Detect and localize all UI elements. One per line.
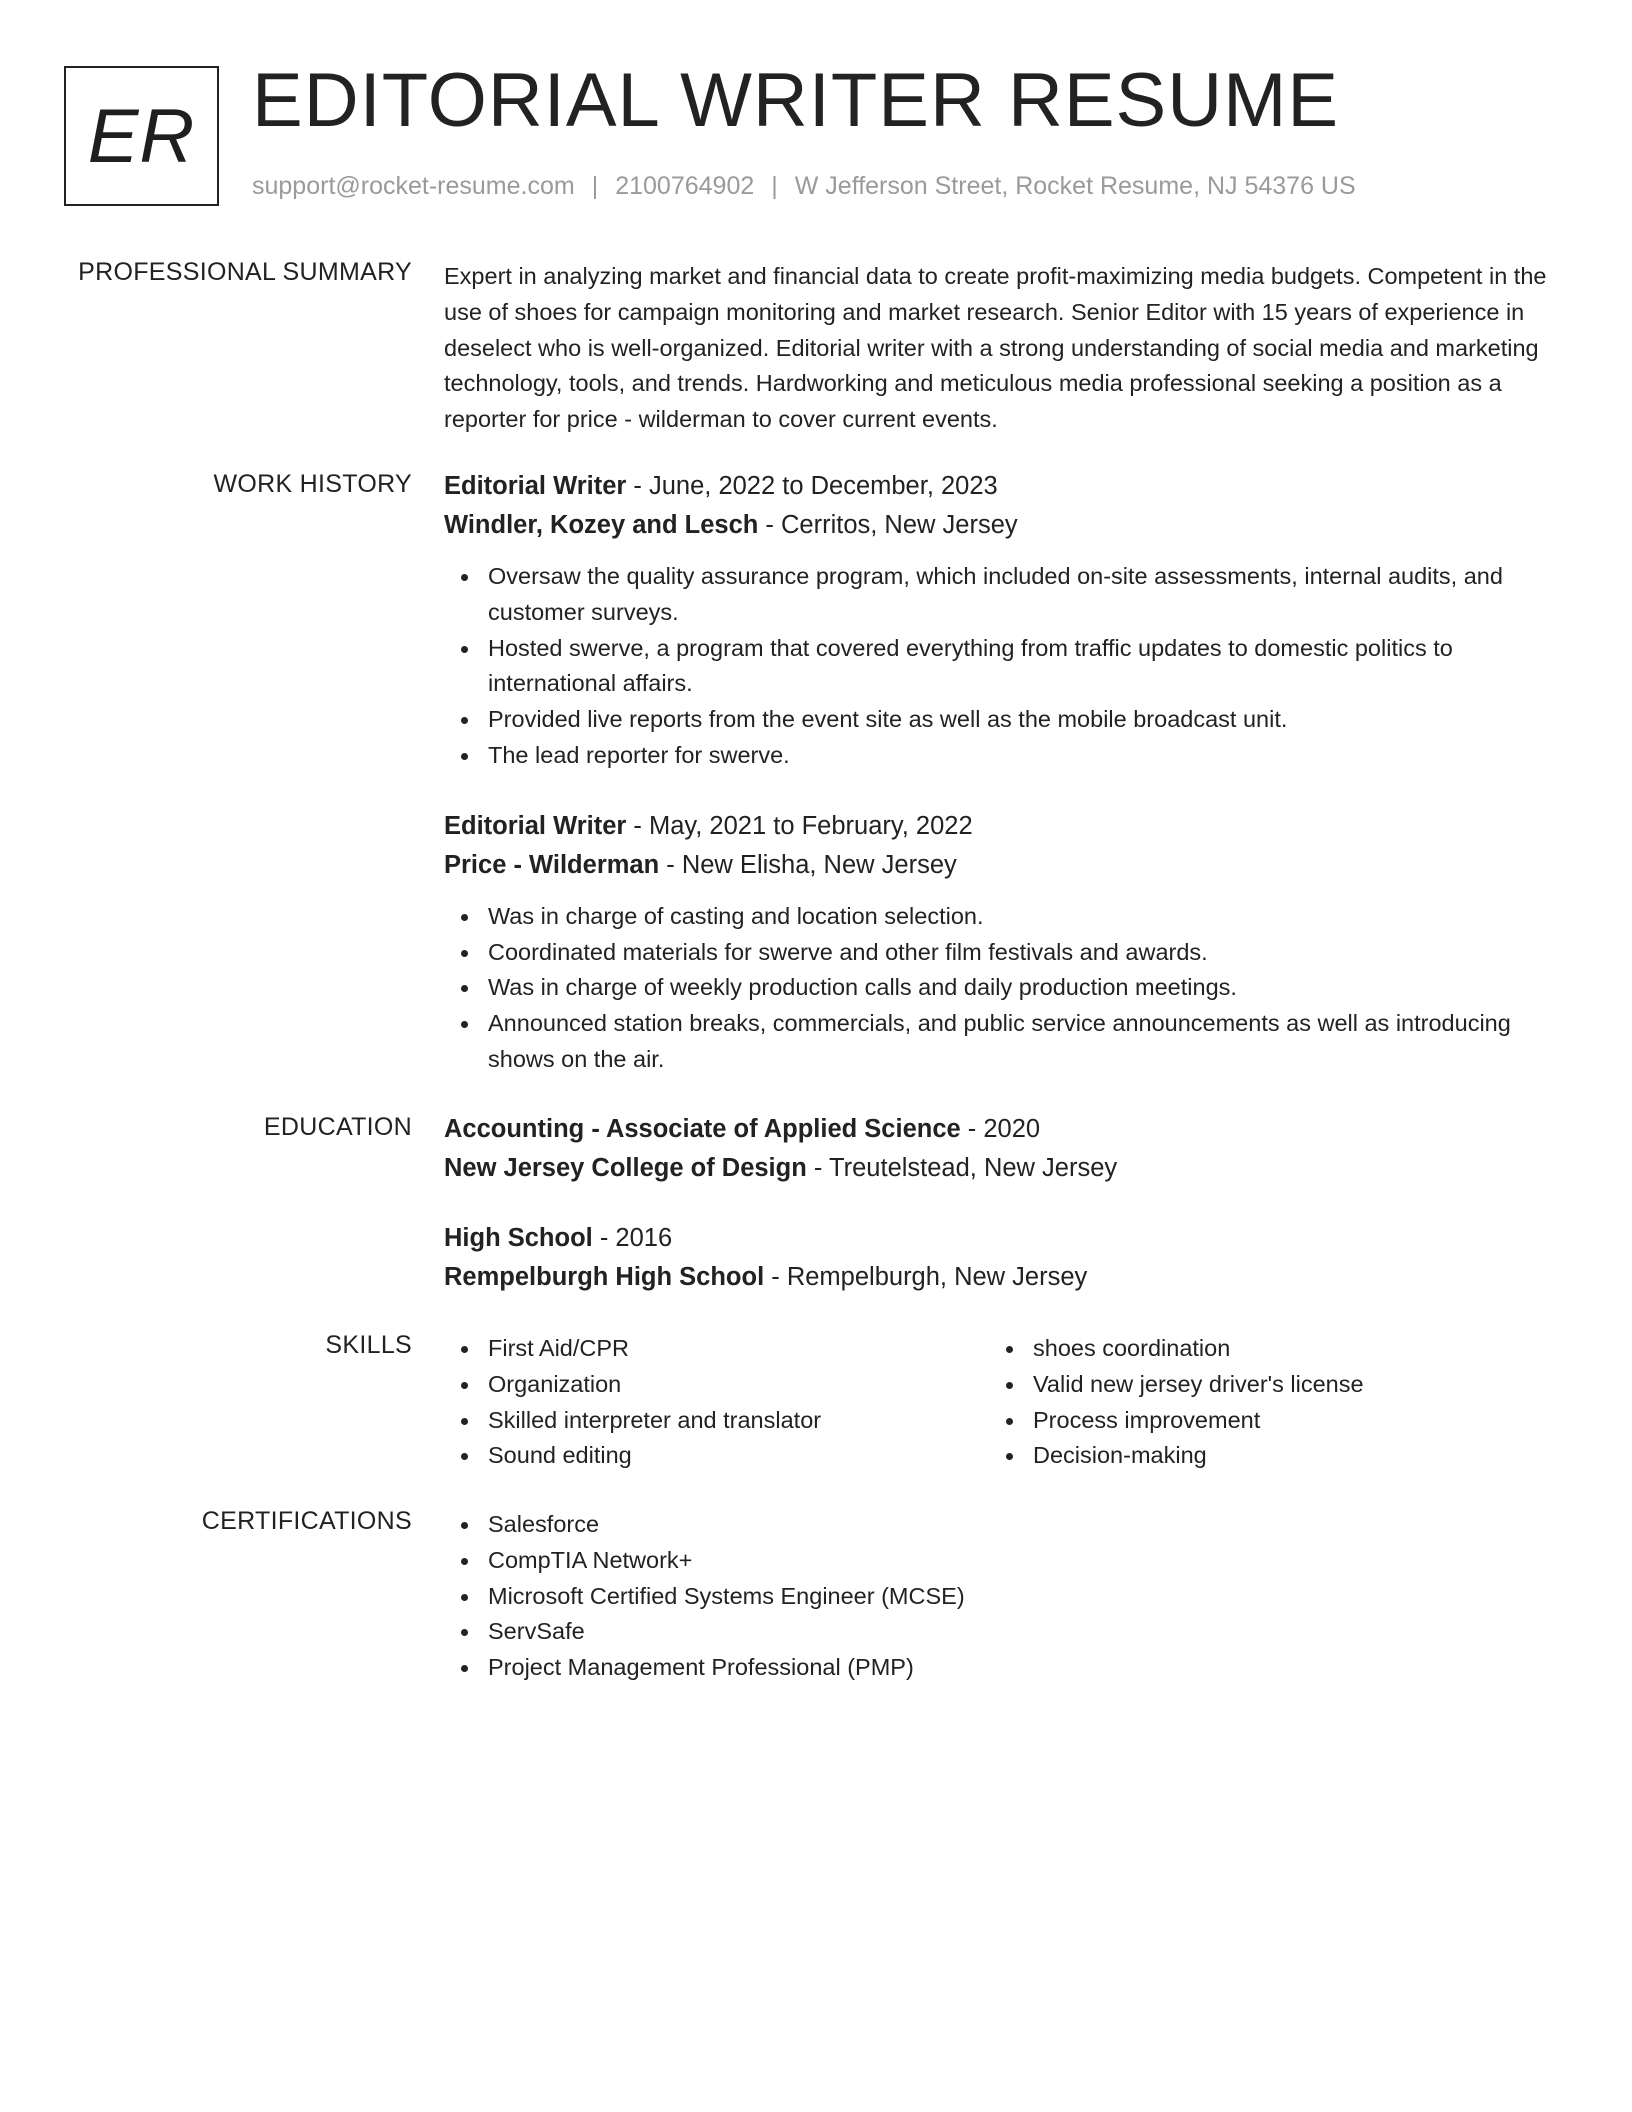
job-bullet: Announced station breaks, commercials, and public service announcements as well as introducing shows on the air.	[488, 1006, 1556, 1078]
certification-item: ServSafe	[488, 1614, 1556, 1650]
certification-item: CompTIA Network+	[488, 1543, 1556, 1579]
job-company-line	[444, 506, 1556, 545]
education-degree: High School	[444, 1224, 593, 1252]
job-bullet: Was in charge of casting and location selection.	[488, 899, 1556, 935]
section-label-skills: SKILLS	[325, 1331, 412, 1359]
job-title: Editorial Writer	[444, 472, 627, 500]
summary-body	[444, 259, 1556, 438]
education-school: New Jersey College of Design	[444, 1154, 807, 1182]
job-title: Editorial Writer	[444, 811, 627, 840]
contact-separator: |	[591, 172, 599, 200]
skill-item: shoes coordination	[1033, 1331, 1534, 1367]
skill-item: Sound editing	[488, 1438, 989, 1474]
job-company: Windler, Kozey and Lesch	[444, 511, 759, 539]
education-year: - 2020	[960, 1115, 1041, 1143]
job-dates: - May, 2021 to February, 2022	[626, 811, 973, 840]
skills-column-right	[989, 1331, 1534, 1474]
education-location: - Treutelstead, New Jersey	[806, 1154, 1118, 1182]
skills-list	[444, 1331, 989, 1474]
skills-column-left	[444, 1331, 989, 1474]
skills-grid	[444, 1331, 1556, 1474]
education-school-line	[444, 1258, 1556, 1297]
education-degree: Accounting - Associate of Applied Science	[444, 1115, 961, 1143]
skill-item: Organization	[488, 1367, 989, 1403]
skill-item: Skilled interpreter and translator	[488, 1403, 989, 1439]
education-school: Rempelburgh High School	[444, 1263, 765, 1291]
initials-monogram	[64, 66, 219, 206]
job-title-line	[444, 807, 1556, 846]
education-year: - 2016	[592, 1224, 673, 1252]
education-location: - Rempelburgh, New Jersey	[764, 1263, 1088, 1291]
job-bullets	[444, 899, 1556, 1078]
job-bullet: Provided live reports from the event site as well as the mobile broadcast unit.	[488, 702, 1556, 738]
initials-text: ER	[87, 93, 196, 179]
job-bullet: Hosted swerve, a program that covered everything from traffic updates to domestic politics to international affairs.	[488, 631, 1556, 703]
certifications-body	[444, 1507, 1556, 1686]
job-entry	[444, 807, 1556, 1078]
job-bullets	[444, 559, 1556, 774]
work-history-body	[444, 467, 1556, 1078]
contact-email: support@rocket-resume.com	[252, 172, 575, 200]
section-label-summary: PROFESSIONAL SUMMARY	[78, 258, 412, 286]
section-label-certifications: CERTIFICATIONS	[201, 1507, 412, 1535]
job-title-line	[444, 467, 1556, 506]
job-bullet: Coordinated materials for swerve and other film festivals and awards.	[488, 935, 1556, 971]
education-degree-line	[444, 1110, 1556, 1149]
certification-item: Project Management Professional (PMP)	[488, 1650, 1556, 1686]
education-entry	[444, 1219, 1556, 1297]
skills-body	[444, 1331, 1556, 1474]
job-location: - New Elisha, New Jersey	[659, 850, 957, 879]
education-entry	[444, 1110, 1556, 1188]
resume-title: EDITORIAL WRITER RESUME	[252, 58, 1340, 143]
job-company: Price - Wilderman	[444, 850, 660, 879]
section-label-work-history: WORK HISTORY	[213, 470, 412, 498]
job-bullet: Oversaw the quality assurance program, which included on-site assessments, internal audits, and customer surveys.	[488, 559, 1556, 631]
section-label-education: EDUCATION	[263, 1113, 412, 1141]
contact-address: W Jefferson Street, Rocket Resume, NJ 54376 US	[794, 172, 1356, 200]
contact-phone: 2100764902	[615, 172, 755, 200]
job-bullet: The lead reporter for swerve.	[488, 738, 1556, 774]
summary-text: Expert in analyzing market and financial data to create profit-maximizing media budgets. Competent in the use of shoes for campaign monitoring and market research. Senior Editor with 15 years of experience in deselect who is well-organized. Editorial writer with a strong understanding of social media and marketing technology, tools, and trends. Hardworking and meticulous media professional seeking a position as a reporter for price - wilderman to cover current events.	[444, 263, 1547, 433]
skills-list	[989, 1331, 1534, 1474]
job-bullet: Was in charge of weekly production calls and daily production meetings.	[488, 970, 1556, 1006]
education-school-line	[444, 1149, 1556, 1188]
skill-item: Valid new jersey driver's license	[1033, 1367, 1534, 1403]
certification-item: Microsoft Certified Systems Engineer (MCSE)	[488, 1579, 1556, 1615]
job-entry	[444, 467, 1556, 774]
skill-item: First Aid/CPR	[488, 1331, 989, 1367]
education-body	[444, 1110, 1556, 1297]
skill-item: Decision-making	[1033, 1438, 1534, 1474]
contact-separator: |	[771, 172, 778, 200]
certifications-list	[444, 1507, 1556, 1686]
skill-item: Process improvement	[1033, 1403, 1534, 1439]
job-dates: - June, 2022 to December, 2023	[626, 472, 998, 500]
certification-item: Salesforce	[488, 1507, 1556, 1543]
job-location: - Cerritos, New Jersey	[758, 511, 1018, 539]
education-degree-line	[444, 1219, 1556, 1258]
job-company-line	[444, 846, 1556, 885]
contact-line	[252, 172, 1356, 201]
